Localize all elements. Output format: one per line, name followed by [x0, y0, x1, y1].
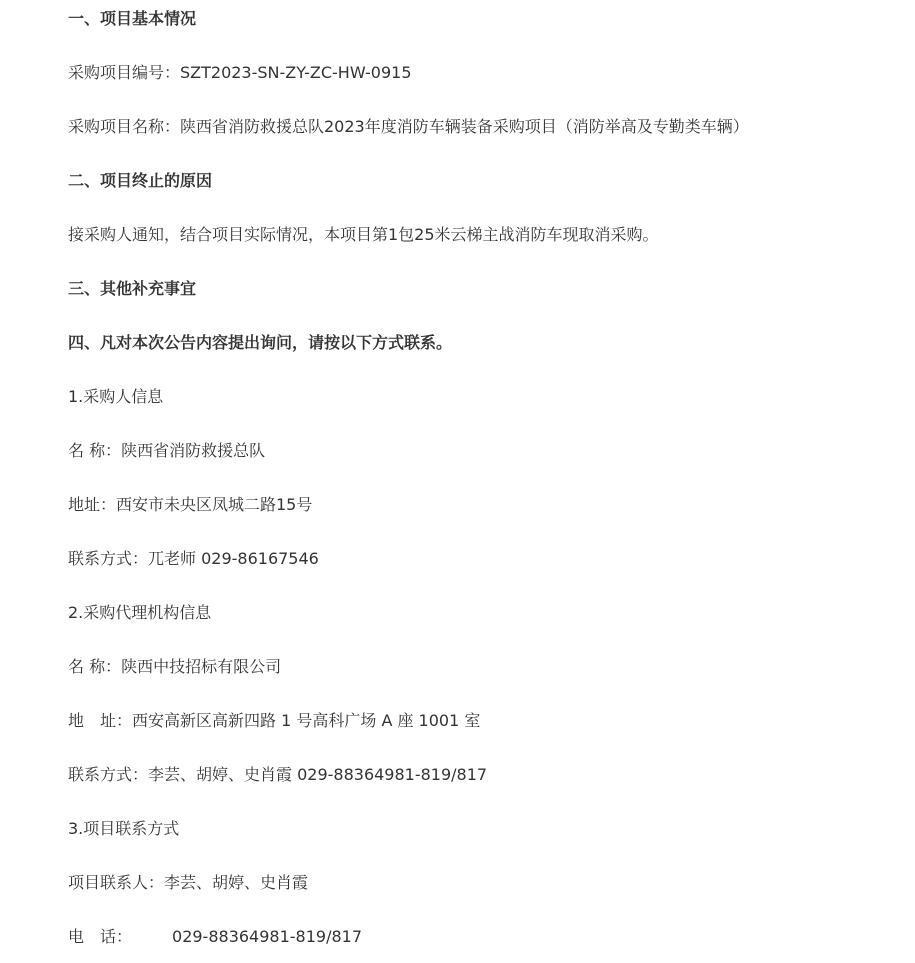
- project-contact-title: 3.项目联系方式: [68, 819, 180, 838]
- project-name: 采购项目名称：陕西省消防救援总队2023年度消防车辆装备采购项目（消防举高及专勤类车辆）: [68, 117, 749, 136]
- section-heading-termination-reason: 二、项目终止的原因: [68, 171, 213, 190]
- agency-info-title: 2.采购代理机构信息: [68, 603, 212, 622]
- purchaser-name: 名 称：陕西省消防救援总队: [68, 441, 266, 460]
- project-number: 采购项目编号：SZT2023-SN-ZY-ZC-HW-0915: [68, 63, 412, 82]
- section-heading-basic-info: 一、项目基本情况: [68, 9, 197, 28]
- project-contact-person: 项目联系人：李芸、胡婷、史肖霞: [68, 873, 309, 892]
- agency-name: 名 称：陕西中技招标有限公司: [68, 657, 282, 676]
- section-heading-contact: 四、凡对本次公告内容提出询问，请按以下方式联系。: [68, 333, 453, 352]
- section-heading-other-matters: 三、其他补充事宜: [68, 279, 197, 298]
- purchaser-contact: 联系方式：兀老师 029-86167546: [68, 549, 319, 568]
- agency-contact: 联系方式：李芸、胡婷、史肖霞 029-88364981-819/817: [68, 765, 488, 784]
- phone-value: 029-88364981-819/817: [172, 927, 363, 946]
- purchaser-address: 地址：西安市未央区凤城二路15号: [68, 495, 313, 514]
- purchaser-info-title: 1.采购人信息: [68, 387, 164, 406]
- project-contact-phone: [68, 925, 362, 949]
- termination-reason: 接采购人通知，结合项目实际情况，本项目第1包25米云梯主战消防车现取消采购。: [68, 225, 659, 244]
- phone-label: 电 话：: [68, 927, 133, 946]
- agency-address: 地 址：西安高新区高新四路 1 号高科广场 A 座 1001 室: [68, 711, 481, 730]
